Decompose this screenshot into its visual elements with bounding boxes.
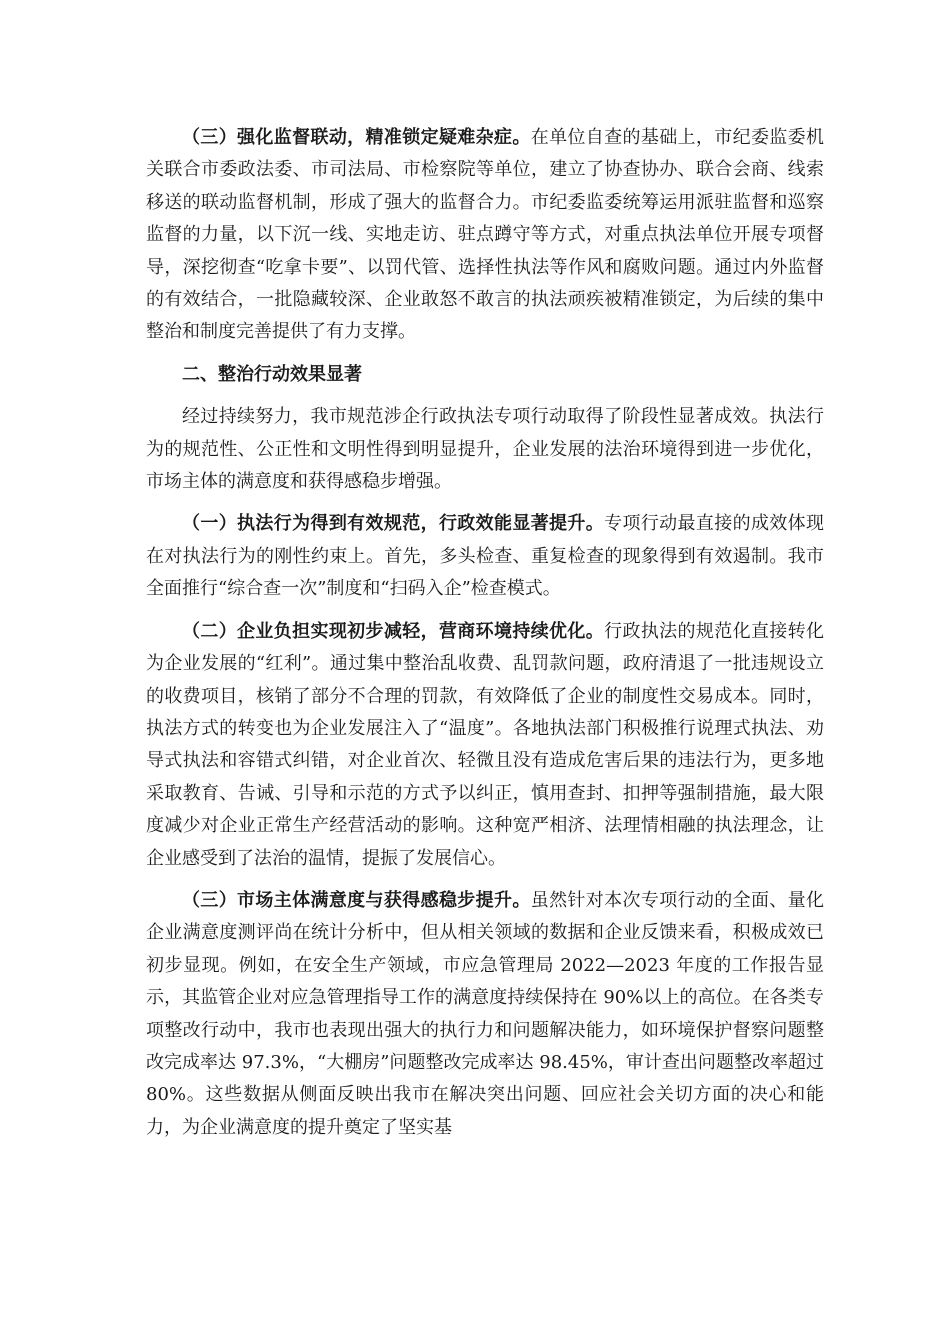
paragraph-body: 专项行动最直接的成效体现在对执法行为的刚性约束上。首先，多头检查、重复检查的现象得到有效遏制。我市全面推行“综合查一次”制度和“扫码入企”检查模式。 (146, 513, 825, 600)
paragraph-law-enforcement (146, 508, 824, 605)
paragraph-overview (146, 401, 824, 498)
paragraph-strengthen-supervision (146, 122, 824, 349)
paragraph-lead: （二）企业负担实现初步减轻，营商环境持续优化。 (182, 620, 605, 642)
paragraph-body: 经过持续努力，我市规范涉企行政执法专项行动取得了阶段性显著成效。执法行为的规范性、公正性和文明性得到明显提升，企业发展的法治环境得到进一步优化，市场主体的满意度和获得感稳步增强。 (146, 406, 824, 493)
paragraph-business-burden (146, 616, 824, 875)
paragraph-body: 行政执法的规范化直接转化为企业发展的“红利”。通过集中整治乱收费、乱罚款问题，政府清退了一批违规设立的收费项目，核销了部分不合理的罚款，有效降低了企业的制度性交易成本。同时，执法方式的转变也为企业发展注入了“温度”。各地执法部门积极推行说理式执法、劝导式执法和容错式纠错，对企业首次、轻微且没有造成危害后果的违法行为，更多地采取教育、告诫、引导和示范的方式予以纠正，慎用查封、扣押等强制措施，最大限度减少对企业正常生产经营活动的影响。这种宽严相济、法理情相融的执法理念，让企业感受到了法治的温情，提振了发展信心。 (146, 620, 825, 869)
document-page (146, 122, 824, 1154)
paragraph-body: 虽然针对本次专项行动的全面、量化企业满意度测评尚在统计分析中，但从相关领域的数据和企业反馈来看，积极成效已初步显现。例如，在安全生产领域，市应急管理局 2022—2023 年度的工作报告显示，其监管企业对应急管理指导工作的满意度持续保持在 90%以上的高位。在各类专项整改行动中，我市也表现出强大的执行力和问题解决能力，如环境保护督察问题整改完成率达 97.3%，“大棚房”问题整改完成率达 98.45%，审计查出问题整改率超过 80%。这些数据从侧面反映出我市在解决突出问题、回应社会关切方面的决心和能力，为企业满意度的提升奠定了坚实基 (146, 889, 825, 1138)
section-heading: 二、整治行动效果显著 (182, 363, 362, 385)
paragraph-body: 在单位自查的基础上，市纪委监委机关联合市委政法委、市司法局、市检察院等单位，建立了协查协办、联合会商、线索移送的联动监督机制，形成了强大的监督合力。市纪委监委统筹运用派驻监督和巡察监督的力量，以下沉一线、实地走访、驻点蹲守等方式，对重点执法单位开展专项督导，深挖彻查“吃拿卡要”、以罚代管、选择性执法等作风和腐败问题。通过内外监督的有效结合，一批隐藏较深、企业敢怒不敢言的执法顽疾被精准锁定，为后续的集中整治和制度完善提供了有力支撑。 (146, 127, 825, 343)
paragraph-lead: （三）市场主体满意度与获得感稳步提升。 (182, 889, 531, 911)
paragraph-lead: （三）强化监督联动，精准锁定疑难杂症。 (182, 127, 531, 148)
paragraph-satisfaction (146, 885, 824, 1144)
paragraph-lead: （一）执法行为得到有效规范，行政效能显著提升。 (182, 513, 605, 535)
